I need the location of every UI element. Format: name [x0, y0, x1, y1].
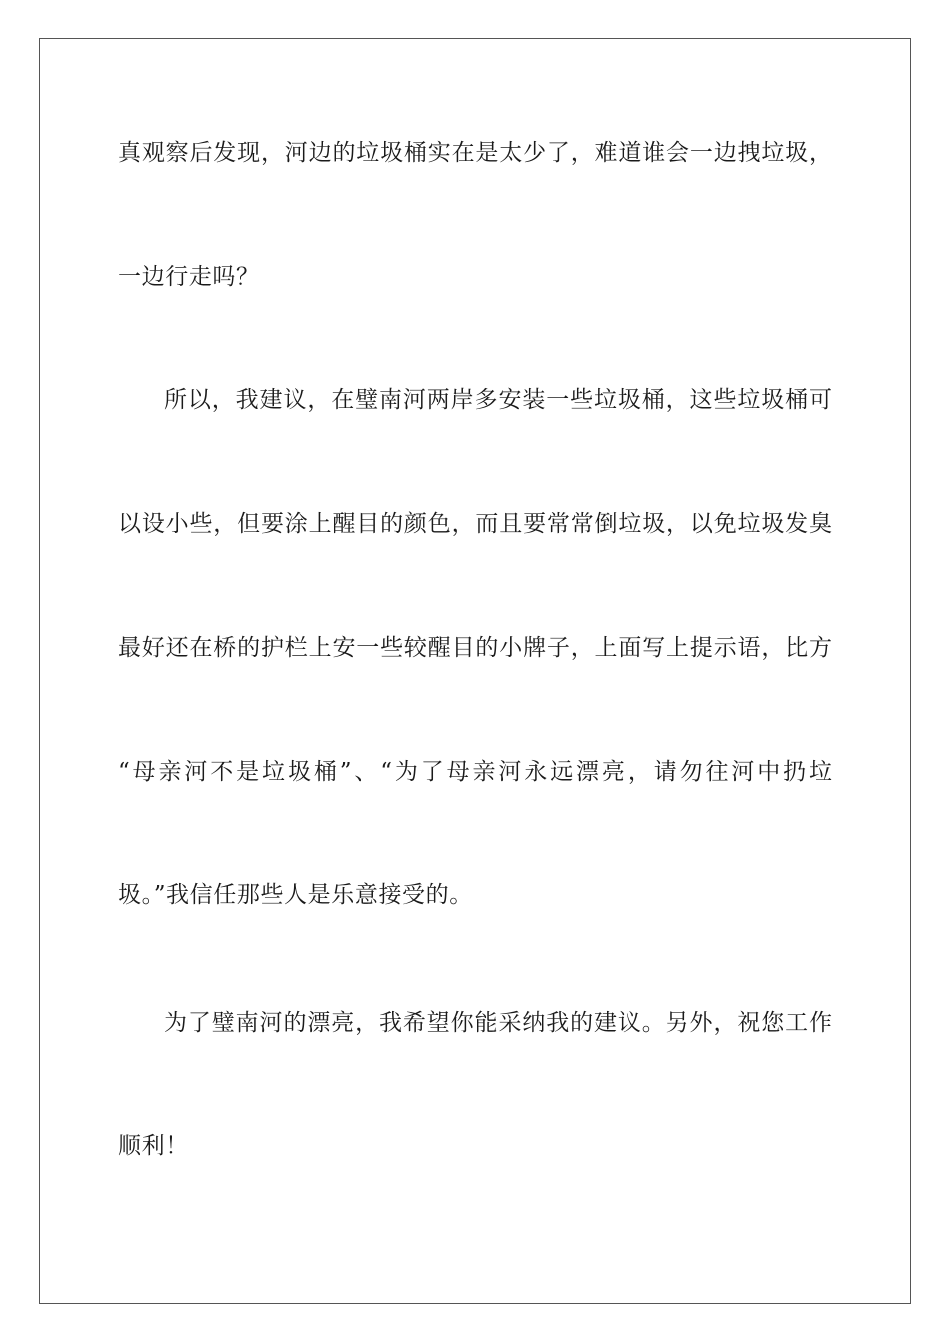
paragraph-line: “母亲河不是垃圾桶”、“为了母亲河永远漂亮，请勿往河中扔垃 — [118, 759, 832, 785]
paragraph-line: 圾。”我信任那些人是乐意接受的。 — [118, 882, 473, 908]
paragraph-line: 最好还在桥的护栏上安一些较醒目的小牌子，上面写上提示语，比方 — [118, 635, 832, 661]
paragraph-line: 一边行走吗？ — [118, 264, 260, 290]
paragraph-line: 所以，我建议，在璧南河两岸多安装一些垃圾桶，这些垃圾桶可 — [164, 387, 832, 413]
paragraph-line: 为了璧南河的漂亮，我希望你能采纳我的建议。另外，祝您工作 — [164, 1010, 832, 1036]
paragraph-line: 顺利！ — [118, 1133, 189, 1159]
paragraph-line: 以设小些，但要涂上醒目的颜色，而且要常常倒垃圾，以免垃圾发臭 — [118, 511, 832, 537]
paragraph-line: 真观察后发现，河边的垃圾桶实在是太少了，难道谁会一边拽垃圾， — [118, 140, 832, 166]
page-border — [39, 38, 911, 1304]
